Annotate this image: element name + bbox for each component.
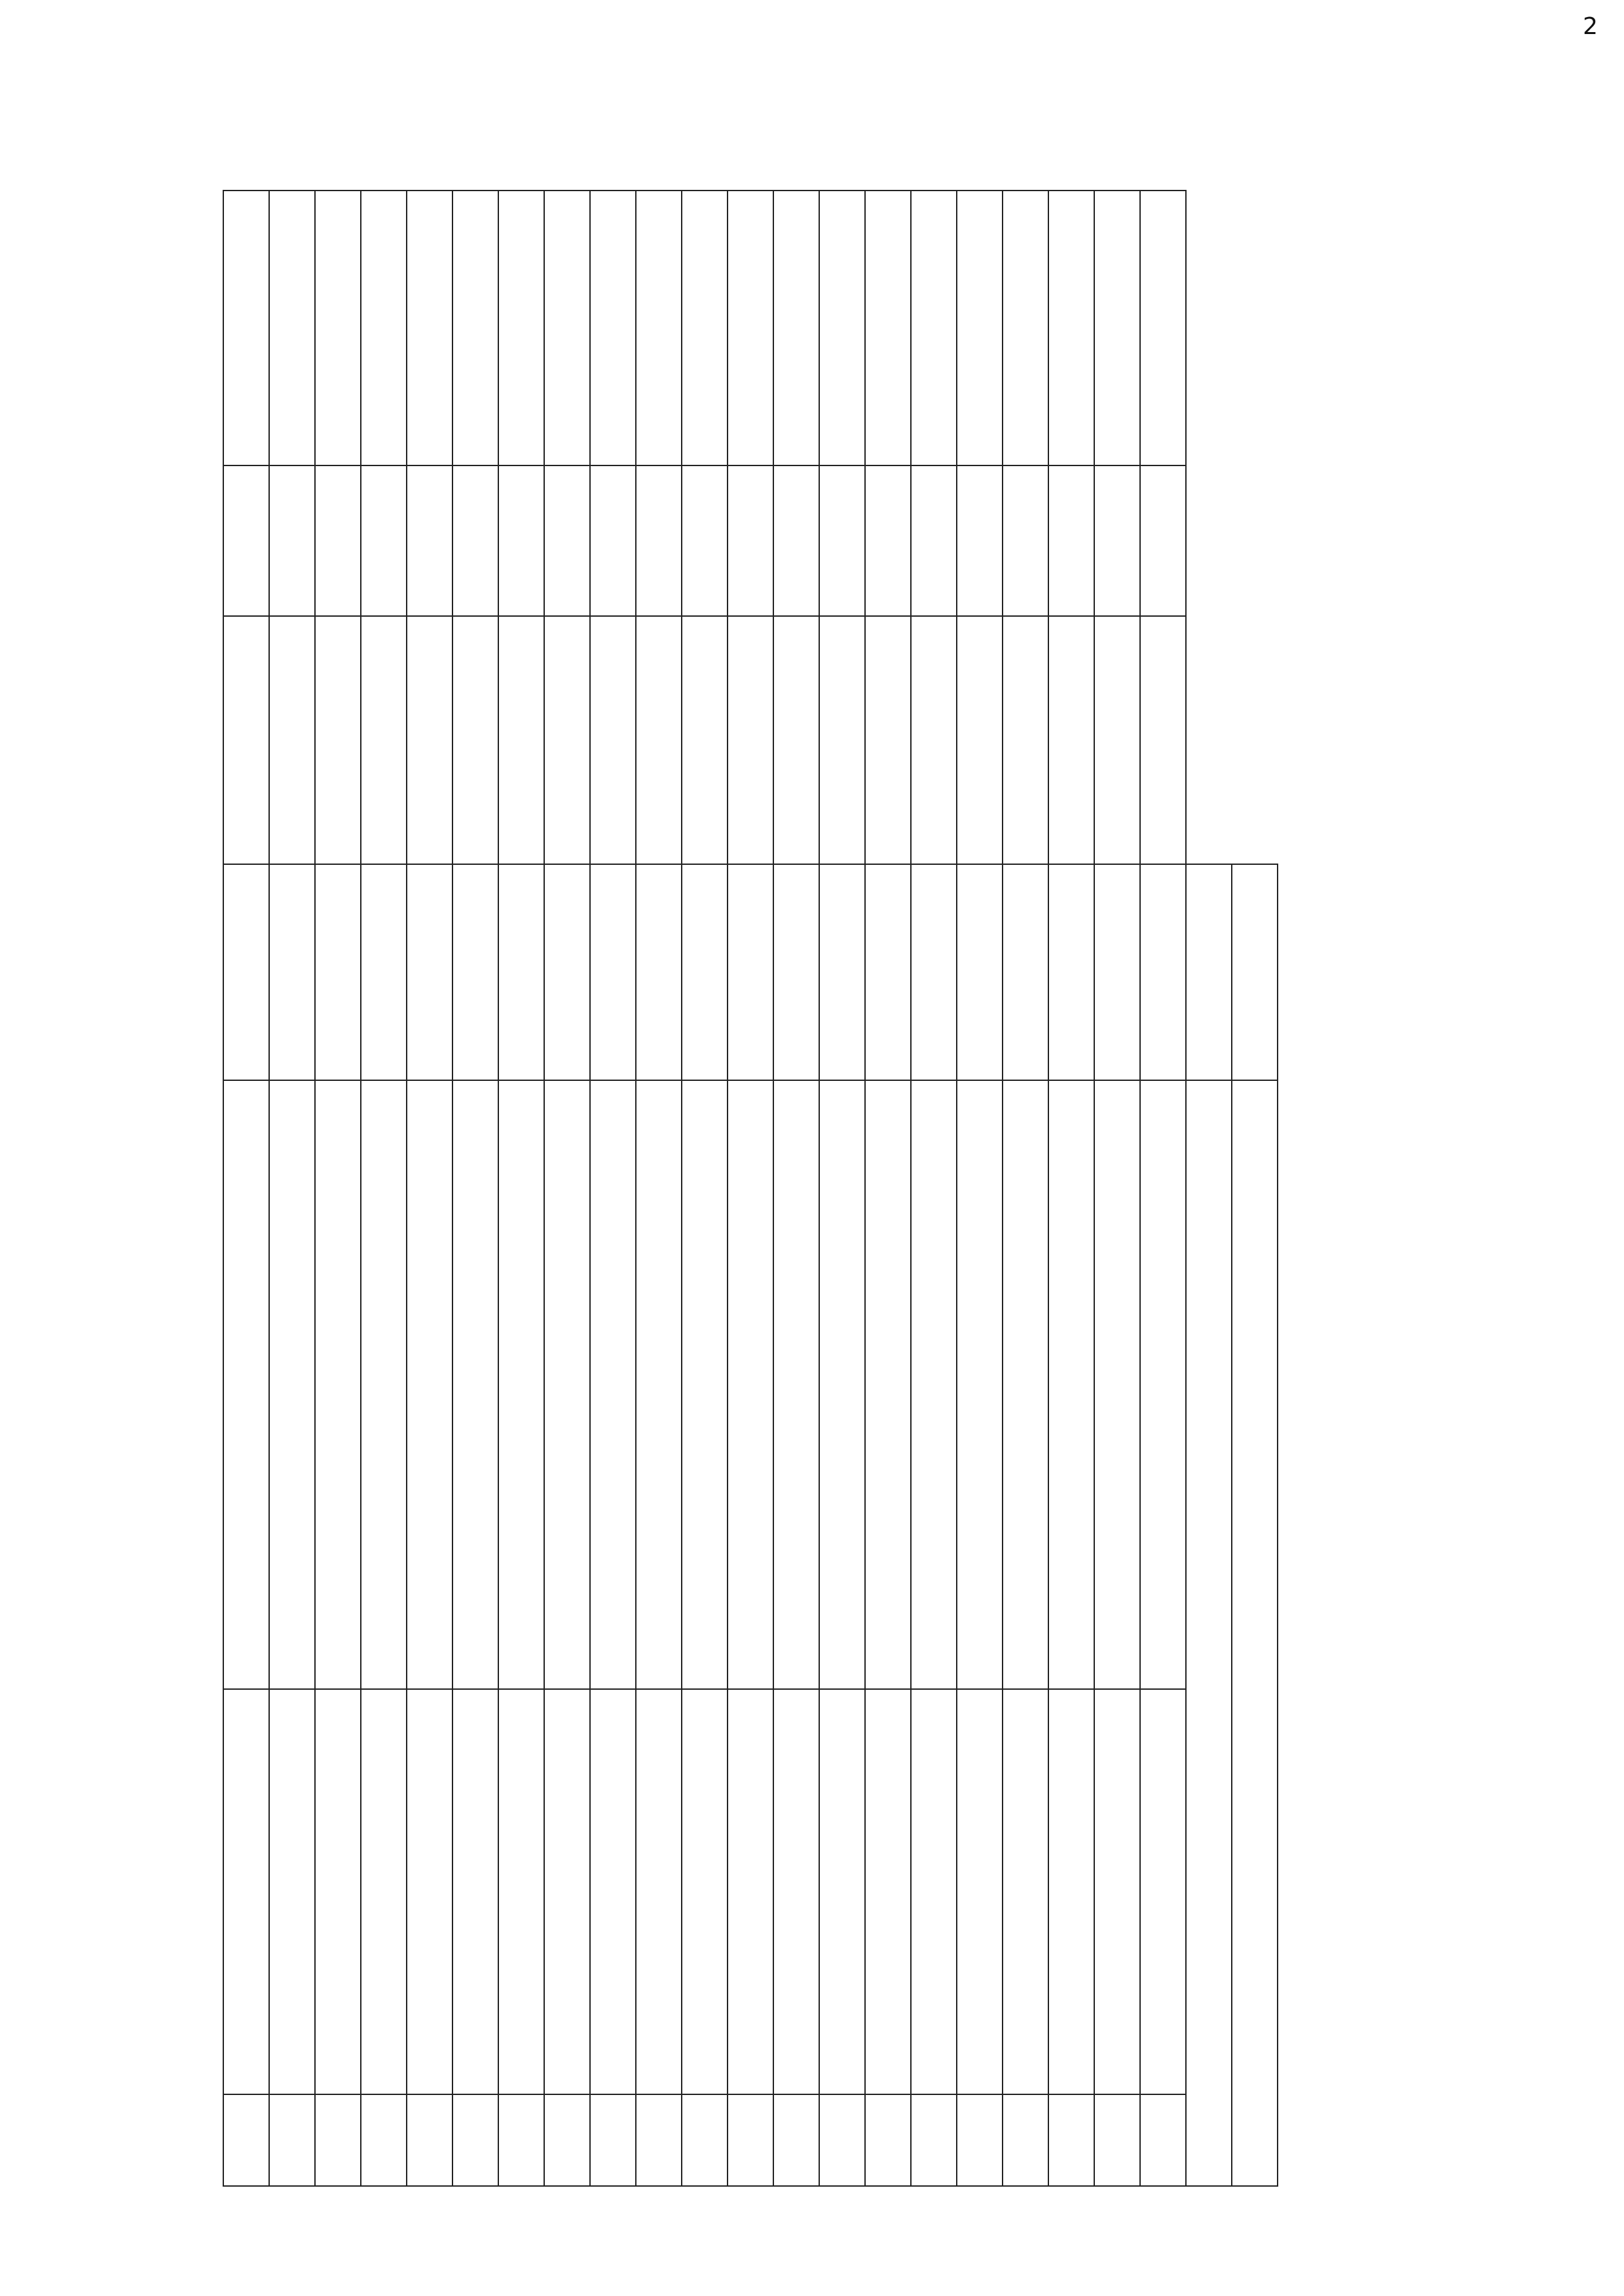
table-cell-continuation: [682, 1689, 728, 2095]
table-cell: [636, 864, 682, 1080]
table-cell: [911, 465, 957, 616]
table-cell: [819, 616, 865, 865]
footer-amount: [1186, 864, 1232, 1080]
table-cell: [911, 2094, 957, 2186]
table-cell: [636, 465, 682, 616]
table-cell: [636, 1080, 682, 1688]
table-cell-continuation: [498, 465, 544, 616]
table-cell-continuation: [1048, 1689, 1094, 2095]
table-cell: [544, 616, 590, 865]
table-row: [1094, 191, 1140, 2186]
table-cell: [1003, 1080, 1048, 1688]
table-cell-continuation: [407, 1080, 452, 1688]
table-cell-continuation: [315, 1080, 361, 1688]
table-row: [911, 191, 957, 2186]
table-cell: [1094, 616, 1140, 865]
column-header: [223, 2094, 269, 2186]
table-cell-continuation: [865, 864, 911, 1080]
table-cell-continuation: [590, 2094, 636, 2186]
table-cell-continuation: [773, 1689, 819, 2095]
table-row: [452, 191, 498, 2186]
table-cell-continuation: [865, 1080, 911, 1688]
table-cell: [452, 191, 498, 465]
title-line: [52, 118, 89, 2213]
table-cell: [728, 465, 773, 616]
table-cell-continuation: [315, 1689, 361, 2095]
page-number: 2: [1583, 13, 1598, 40]
table-cell-continuation: [407, 864, 452, 1080]
table-footer-row: [1232, 191, 1278, 2186]
table-cell-continuation: [773, 2094, 819, 2186]
table-cell: [544, 1080, 590, 1688]
table-row: [728, 191, 773, 2186]
table-cell-continuation: [1048, 864, 1094, 1080]
table-cell-continuation: [498, 616, 544, 865]
table-cell-continuation: [498, 2094, 544, 2186]
column-header: [223, 864, 269, 1080]
table-cell-continuation: [1140, 465, 1186, 616]
table-cell: [911, 1080, 957, 1688]
table-cell: [1003, 616, 1048, 865]
table-body: [269, 191, 1186, 2186]
table-cell-continuation: [773, 864, 819, 1080]
table-cell: [728, 191, 773, 465]
table-cell-continuation: [773, 1080, 819, 1688]
table-cell-continuation: [682, 191, 728, 465]
procurement-table: [223, 190, 1278, 2187]
table-cell-continuation: [315, 465, 361, 616]
table-row: [819, 191, 865, 2186]
table-row-continuation: [315, 191, 361, 2186]
table-row-continuation: [865, 191, 911, 2186]
table-row-continuation: [773, 191, 819, 2186]
table-row-continuation: [590, 191, 636, 2186]
table-cell-continuation: [590, 864, 636, 1080]
table-cell-continuation: [407, 191, 452, 465]
table-cell: [1003, 2094, 1048, 2186]
table-cell-continuation: [1140, 616, 1186, 865]
table-cell-continuation: [407, 1689, 452, 2095]
table-cell: [636, 616, 682, 865]
table-cell: [361, 465, 407, 616]
table-cell-continuation: [773, 191, 819, 465]
table-cell-continuation: [682, 2094, 728, 2186]
rotated-sheet: [52, 118, 1545, 2213]
table-cell-continuation: [865, 2094, 911, 2186]
table-row: [544, 191, 590, 2186]
table-cell-continuation: [957, 2094, 1003, 2186]
table-cell: [819, 1689, 865, 2095]
table-row-continuation: [1140, 191, 1186, 2186]
table-cell: [819, 2094, 865, 2186]
column-header: [223, 465, 269, 616]
table-cell-continuation: [315, 864, 361, 1080]
document-titles: [52, 118, 223, 2213]
table-cell: [544, 864, 590, 1080]
table-row-continuation: [682, 191, 728, 2186]
table-cell: [819, 1080, 865, 1688]
table-cell-continuation: [498, 191, 544, 465]
table-cell-continuation: [957, 864, 1003, 1080]
table-cell-continuation: [498, 1080, 544, 1688]
table-cell: [544, 1689, 590, 2095]
table-cell: [452, 1689, 498, 2095]
table-cell-continuation: [1048, 465, 1094, 616]
table-cell: [1094, 465, 1140, 616]
table-cell: [361, 864, 407, 1080]
footer-amount: [1232, 864, 1278, 1080]
table-cell-continuation: [590, 191, 636, 465]
table-cell-continuation: [1048, 1080, 1094, 1688]
table-cell-continuation: [1048, 2094, 1094, 2186]
table-row-continuation: [498, 191, 544, 2186]
table-cell-continuation: [773, 465, 819, 616]
table-cell: [361, 1080, 407, 1688]
table-cell: [269, 2094, 315, 2186]
table-header-row: [223, 191, 269, 2186]
table-cell: [1003, 191, 1048, 465]
table-cell-continuation: [682, 616, 728, 865]
table-cell: [1003, 465, 1048, 616]
table-cell: [636, 1689, 682, 2095]
table-cell: [911, 191, 957, 465]
table-cell: [269, 465, 315, 616]
table-row: [1003, 191, 1048, 2186]
column-header: [223, 1080, 269, 1688]
table-cell-continuation: [1140, 2094, 1186, 2186]
table-cell-continuation: [590, 1689, 636, 2095]
table-cell-continuation: [315, 616, 361, 865]
table-cell: [361, 2094, 407, 2186]
table-cell: [269, 1080, 315, 1688]
table-cell: [452, 864, 498, 1080]
table-cell-continuation: [407, 616, 452, 865]
table-cell: [361, 616, 407, 865]
table-cell-continuation: [957, 616, 1003, 865]
table-cell: [1094, 191, 1140, 465]
table-cell: [269, 616, 315, 865]
table-cell-continuation: [1140, 191, 1186, 465]
table-row-continuation: [407, 191, 452, 2186]
table-footer-row: [1186, 191, 1232, 2186]
table-cell: [819, 191, 865, 465]
table-cell: [452, 1080, 498, 1688]
table-row: [636, 191, 682, 2186]
table-cell: [269, 1689, 315, 2095]
table-cell-continuation: [865, 616, 911, 865]
table-cell: [728, 2094, 773, 2186]
table-cell-continuation: [773, 616, 819, 865]
table-cell-continuation: [682, 465, 728, 616]
table-cell-continuation: [1140, 1689, 1186, 2095]
table-cell: [452, 465, 498, 616]
table-cell: [269, 864, 315, 1080]
table-cell: [636, 2094, 682, 2186]
table-cell-continuation: [682, 1080, 728, 1688]
table-cell: [544, 2094, 590, 2186]
table-cell: [911, 864, 957, 1080]
table-row-continuation: [957, 191, 1003, 2186]
column-header: [223, 1689, 269, 2095]
table-cell-continuation: [1048, 191, 1094, 465]
table-cell: [1094, 1689, 1140, 2095]
table-cell: [819, 465, 865, 616]
table-cell-continuation: [590, 465, 636, 616]
table-cell: [544, 465, 590, 616]
table-cell-continuation: [682, 864, 728, 1080]
table-cell: [728, 1689, 773, 2095]
table-cell: [361, 1689, 407, 2095]
table-cell-continuation: [1140, 864, 1186, 1080]
table-cell-continuation: [865, 1689, 911, 2095]
table-cell: [728, 616, 773, 865]
table-cell-continuation: [498, 1689, 544, 2095]
table-row: [269, 191, 315, 2186]
table-cell: [1003, 1689, 1048, 2095]
column-header: [223, 616, 269, 865]
table-cell-continuation: [865, 191, 911, 465]
table-cell: [728, 864, 773, 1080]
table-cell-continuation: [865, 465, 911, 616]
table-row: [361, 191, 407, 2186]
table-cell-continuation: [1140, 1080, 1186, 1688]
table-cell: [911, 616, 957, 865]
table-cell-continuation: [957, 1080, 1003, 1688]
table-cell: [1094, 1080, 1140, 1688]
table-cell-continuation: [407, 465, 452, 616]
table-cell-continuation: [590, 616, 636, 865]
table-cell: [452, 616, 498, 865]
table-row-continuation: [1048, 191, 1094, 2186]
table-cell-continuation: [1048, 616, 1094, 865]
table-cell-continuation: [957, 465, 1003, 616]
table-cell: [452, 2094, 498, 2186]
footer-label: [1186, 1080, 1232, 2186]
table-cell: [361, 191, 407, 465]
table-cell: [1094, 2094, 1140, 2186]
table-cell-continuation: [498, 864, 544, 1080]
table-cell: [544, 191, 590, 465]
column-header: [223, 191, 269, 465]
table-cell-continuation: [590, 1080, 636, 1688]
table-cell-continuation: [957, 191, 1003, 465]
table-cell: [911, 1689, 957, 2095]
table-cell: [819, 864, 865, 1080]
table-cell-continuation: [315, 2094, 361, 2186]
table-cell-continuation: [407, 2094, 452, 2186]
footer-label: [1232, 1080, 1278, 2186]
table-footer: [1186, 191, 1278, 2186]
table-cell: [1003, 864, 1048, 1080]
table-cell: [728, 1080, 773, 1688]
title-line: [126, 118, 162, 2213]
table-cell: [1094, 864, 1140, 1080]
table-cell: [636, 191, 682, 465]
table-cell-continuation: [957, 1689, 1003, 2095]
table-cell: [269, 191, 315, 465]
table-cell-continuation: [315, 191, 361, 465]
title-line: [89, 118, 126, 2213]
